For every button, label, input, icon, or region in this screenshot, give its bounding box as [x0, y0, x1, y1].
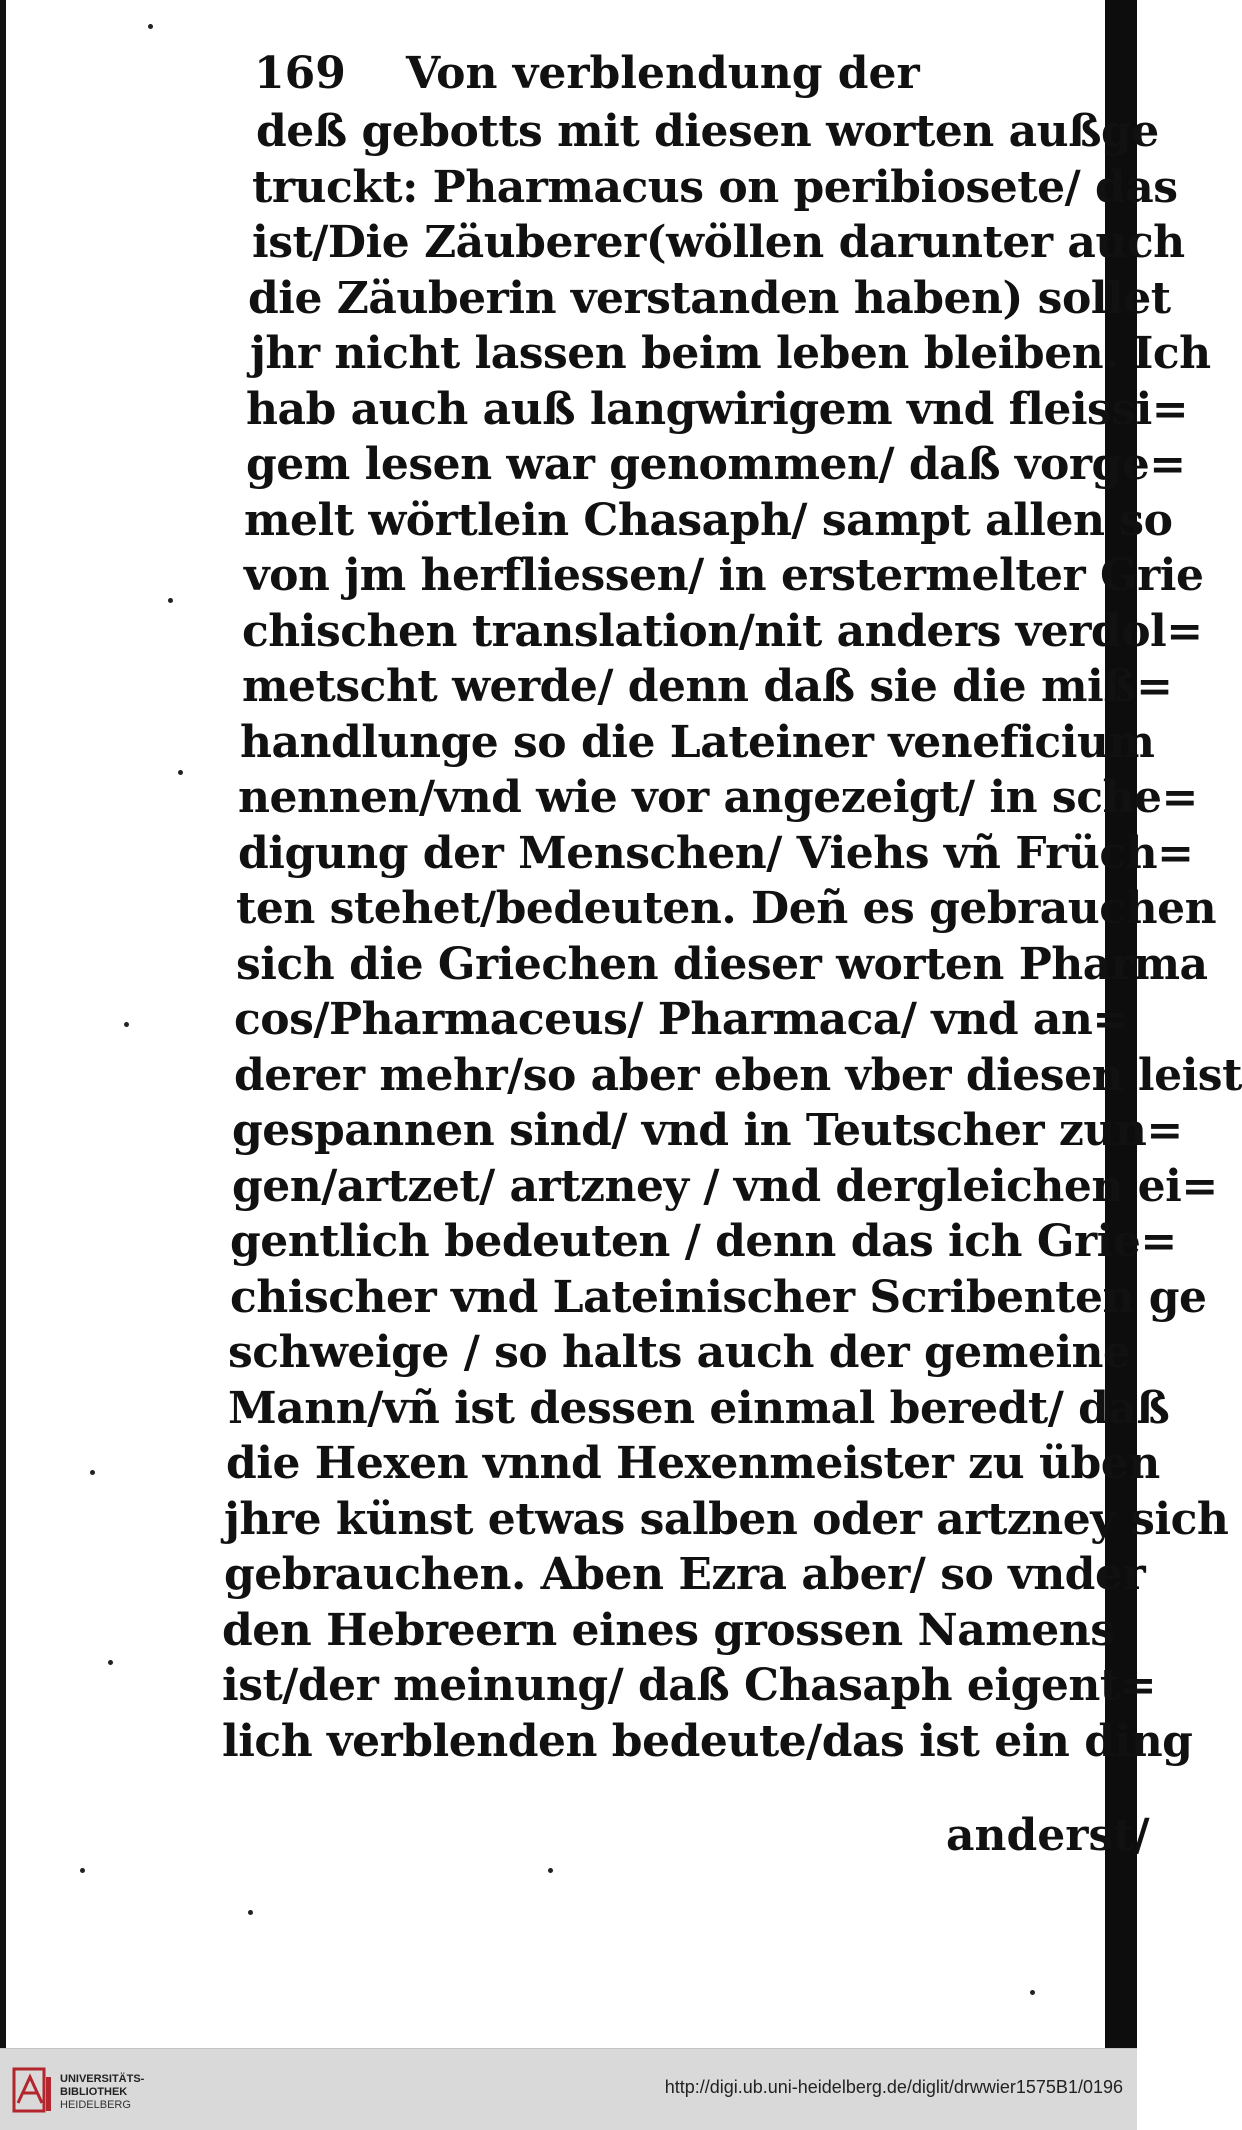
- text-line: metscht werde/ denn daß sie die miß=: [242, 661, 1173, 712]
- text-line: ist/der meinung/ daß Chasaph eigent=: [222, 1660, 1157, 1711]
- text-line: derer mehr/so aber eben vber diesen leist: [234, 1049, 1242, 1101]
- scan-speck: [108, 1660, 113, 1665]
- text-line: die Zäuberin verstanden haben) sollet: [248, 272, 1171, 324]
- scan-speck: [1030, 1990, 1035, 1995]
- library-logo[interactable]: [12, 2063, 162, 2119]
- scan-speck: [124, 1022, 129, 1027]
- text-line: chischer vnd Lateinischer Scribenten ge: [230, 1271, 1207, 1323]
- text-line: nennen/vnd wie vor angezeigt/ in sche=: [238, 772, 1198, 823]
- scan-speck: [148, 24, 153, 29]
- library-name-line2: BIBLIOTHEK: [60, 2086, 128, 2098]
- text-line: jhre künst etwas salben oder artzney sich: [224, 1493, 1229, 1545]
- text-line: den Hebreern eines grossen Namens: [222, 1604, 1115, 1656]
- text-line: melt wörtlein Chasaph/ sampt allen so: [244, 494, 1173, 546]
- scan-speck: [90, 1470, 95, 1475]
- library-name-line3: HEIDELBERG: [60, 2099, 131, 2111]
- running-head: Von verblendung der: [406, 48, 920, 99]
- text-line: schweige / so halts auch der gemeine: [228, 1327, 1131, 1378]
- text-line: truckt: Pharmacus on peribiosete/ das: [252, 161, 1178, 213]
- scan-speck: [248, 1910, 253, 1915]
- text-line: gem lesen war genommen/ daß vorge=: [246, 439, 1186, 490]
- text-line: lich verblenden bedeute/das ist ein ding: [222, 1715, 1193, 1767]
- library-name: [60, 2073, 144, 2112]
- text-line: Mann/vñ ist dessen einmal beredt/ daß: [228, 1382, 1170, 1434]
- body-text: [222, 104, 1242, 1769]
- text-line: jhr nicht lassen beim leben bleiben. Ich: [250, 328, 1211, 379]
- text-line: gentlich bedeuten / denn das ich Grie=: [230, 1216, 1177, 1267]
- text-line: deß gebotts mit diesen worten außge: [256, 106, 1159, 157]
- scan-speck: [168, 598, 173, 603]
- page-number: 169: [254, 48, 346, 99]
- text-line: sich die Griechen dieser worten Pharma: [236, 938, 1208, 990]
- text-line: hab auch auß langwirigem vnd fleissi=: [246, 383, 1189, 435]
- footer-bar: [0, 2048, 1137, 2130]
- scan-speck: [548, 1868, 553, 1873]
- text-line: chischen translation/nit anders verdol=: [242, 605, 1203, 657]
- text-line: ten stehet/bedeuten. Deñ es gebrauchen: [236, 883, 1217, 934]
- text-line: gebrauchen. Aben Ezra aber/ so vnder: [224, 1549, 1146, 1600]
- text-line: gespannen sind/ vnd in Teutscher zun=: [232, 1105, 1183, 1156]
- library-name-line1: UNIVERSITÄTS-: [60, 2073, 145, 2085]
- scan-speck: [178, 770, 183, 775]
- page-scan: [6, 0, 1242, 2048]
- text-line: die Hexen vnnd Hexenmeister zu üben: [226, 1438, 1160, 1489]
- text-line: cos/Pharmaceus/ Pharmaca/ vnd an=: [234, 994, 1129, 1045]
- scan-speck: [80, 1868, 85, 1873]
- text-line: digung der Menschen/ Viehs vñ Früch=: [238, 827, 1194, 879]
- page-header: [254, 46, 954, 102]
- text-line: gen/artzet/ artzney / vnd dergleichen ei=: [232, 1160, 1218, 1212]
- text-line: von jm herfliessen/ in erstermelter Grie: [244, 550, 1204, 601]
- text-line: handlunge so die Lateiner veneficium: [240, 716, 1155, 768]
- library-logo-icon: [12, 2063, 54, 2119]
- source-url-link[interactable]: http://digi.ub.uni-heidelberg.de/diglit/drwwier1575B1/0196: [664, 2077, 1123, 2097]
- text-line: ist/Die Zäuberer(wöllen darunter auch: [252, 217, 1185, 268]
- catchword: anderst/: [946, 1810, 1150, 1861]
